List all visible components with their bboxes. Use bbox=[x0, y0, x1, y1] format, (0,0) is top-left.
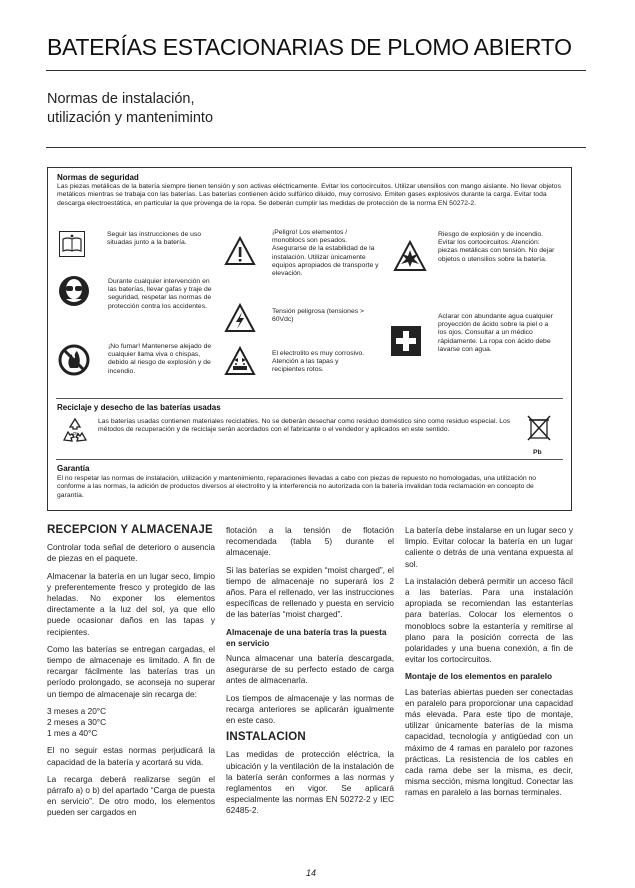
safety-item-no-fire-text: ¡No fumar! Mantenerse alejado de cualquier llama viva o chispas, debido al riesgo de explosión y de incendio. bbox=[108, 343, 212, 375]
column-1 bbox=[47, 525, 215, 825]
subtitle-divider bbox=[46, 147, 586, 148]
title-divider bbox=[46, 70, 586, 71]
first-aid-icon bbox=[391, 326, 421, 356]
recycle-icon bbox=[60, 416, 90, 444]
paragraph: Los tiempos de almacenaje y las normas de recarga anteriores se aplicarán igualmente en este caso. bbox=[226, 692, 394, 726]
page-number: 14 bbox=[306, 868, 317, 878]
paragraph: Nunca almacenar una batería descargada, asegurarse de su perfecto estado de carga antes de almacenarla. bbox=[226, 653, 394, 686]
storage-after-service-heading: Almacenaje de una batería tras la puesta en servicio bbox=[226, 626, 387, 648]
explosive-icon bbox=[393, 240, 427, 272]
safety-item-explosive-text: Riesgo de explosión y de incendio. Evitar los cortocircuitos. Atención: piezas metálicas con tensión. No dejar objetos o utensilios sobre la batería. bbox=[438, 231, 555, 263]
warranty-heading: Garantía bbox=[57, 464, 90, 473]
warranty-divider bbox=[56, 459, 563, 460]
recycling-heading: Reciclaje y desecho de las baterías usadas bbox=[57, 403, 221, 412]
parallel-assembly-heading: Montaje de los elementos en paralelo bbox=[405, 671, 553, 682]
paragraph: El no seguir estas normas perjudicará la capacidad de la batería y acortará su vida. bbox=[47, 745, 215, 767]
paragraph: Las medidas de protección eléctrica, la ubicación y la ventilación de la instalación de la batería serán conformes a las normas y reglamentos en vigor. Se aplicará especialmente las normas EN 50272-2 y IEC 62485-2. bbox=[226, 749, 394, 816]
safety-item-warning-text: ¡Peligro! Los elementos / monoblocs son pesados. Asegurarse de la estabilidad de la instalación. Utilizar únicamente equipos apropiados de transporte y elevación. bbox=[272, 229, 379, 278]
safety-intro: Las piezas metálicas de la batería siempre tienen tensión y son activas eléctricamente. Evitar los cortocircuitos. Utilizar utensilios con mango aislante. No llevar objetos metálicos mientras se trabaja con las baterías. Las baterías contienen ácido sulfúrico diluido, muy corrosivo. Emiten gases explosivos durante la carga. Evitar toda descarga electroestática, en particular la que provenga de la ropa. Se deberán cumplir las medidas de protección de la norma EN 50272-2. bbox=[57, 183, 561, 207]
warning-icon bbox=[224, 236, 256, 266]
paragraph: La batería debe instalarse en un lugar seco y limpio. Evitar colocar la batería en un lugar caliente o detrás de una ventana expuesta al sol. bbox=[405, 525, 573, 569]
list-item: 2 meses a 30°C bbox=[47, 717, 107, 728]
safety-item-high-voltage-text: Tensión peligrosa (tensiones > 60Vdc) bbox=[272, 308, 365, 324]
safety-item-goggles-text: Durante cualquier intervención en las baterías, llevar gafas y traje de seguridad, respetar las normas de protección contra los accidentes. bbox=[108, 278, 212, 310]
safety-heading: Normas de seguridad bbox=[57, 173, 139, 182]
crossed-bin-icon bbox=[526, 414, 552, 448]
paragraph: Almacenar la batería en un lugar seco, limpio y preferentemente fresco y protegido de las heladas. No exponer los elementos directamente a la luz del sol, ya que ello puede ocasionar daños en las tapas y recipientes. bbox=[47, 570, 215, 637]
column-3 bbox=[405, 525, 573, 805]
bin-label: Pb bbox=[533, 449, 542, 456]
paragraph: La instalación deberá permitir un acceso fácil a las baterías. Para una instalación apropiada se recomiendan las estanterías para baterías. Colocar los elementos o monoblocs sobre la estantería y remitirse al plano para la posición correcta de las polaridades y una buena conexión, a fin de evitar los cortocircuitos. bbox=[405, 575, 573, 665]
page-subtitle bbox=[47, 90, 213, 128]
safety-item-corrosive-text: El electrolito es muy corrosivo. Atención a las tapas y recipientes rotos. bbox=[272, 350, 365, 374]
subtitle-line-1: Normas de instalación, bbox=[47, 91, 195, 107]
column-2 bbox=[226, 525, 394, 823]
reception-heading: RECEPCION Y ALMACENAJE bbox=[47, 524, 213, 536]
paragraph: Como las baterías se entregan cargadas, el tiempo de almacenaje es limitado. A fin de recargar fácilmente las baterías tras un período prolongado, se aconseja no superar un tiempo de almacenaje sin recarga de: bbox=[47, 643, 215, 699]
subtitle-line-2: utilización y manteniminto bbox=[47, 110, 214, 126]
list-item: 1 mes a 40°C bbox=[47, 728, 98, 739]
paragraph: Si las baterías se expiden “moist charged”, el tiempo de almacenaje no superará los 2 años. Para el rellenado, ver las instrucciones específicas de rellenado y puesta en servicio de las baterías “moist charged”. bbox=[226, 564, 394, 620]
safety-item-first-aid-text: Aclarar con abundante agua cualquier proyección de ácido sobre la piel o a los ojos. Consultar a un médico rápidamente. La ropa con ácido debe lavarse con agua. bbox=[438, 313, 553, 353]
book-icon bbox=[59, 231, 85, 257]
goggles-icon bbox=[58, 275, 90, 307]
list-item: 3 meses a 20°C bbox=[47, 705, 107, 716]
high-voltage-icon bbox=[224, 303, 256, 333]
svg-text:Pb: Pb bbox=[73, 432, 80, 438]
corrosive-icon bbox=[224, 346, 256, 376]
recycling-divider bbox=[56, 398, 563, 399]
safety-item-book-text: Seguir las instrucciones de uso situadas junto a la batería. bbox=[107, 231, 202, 247]
paragraph: flotación a la tensión de flotación recomendada (tabla 5) durante el almacenaje. bbox=[226, 525, 394, 558]
safety-box bbox=[47, 167, 572, 511]
no-fire-icon bbox=[58, 344, 90, 376]
paragraph: Controlar toda señal de deterioro o ausencia de piezas en el paquete. bbox=[47, 542, 215, 564]
storage-list bbox=[47, 706, 215, 740]
paragraph: Las baterías abiertas pueden ser conectadas en paralelo para proporcionar una capacidad más elevada. Para este tipo de montaje, utilizar únicamente baterías de la misma capacidad, tecnología y antigüedad con un máximo de 4 ramas en paralelo por razones prácticas. La resistencia de los cables en cada rama debe ser la misma, es decir, misma sección, misma longitud. Conectar las ramas en paralelo a las bornas terminales. bbox=[405, 686, 573, 798]
paragraph: La recarga deberá realizarse según el párrafo a) o b) del apartado “Carga de puesta en servicio”. De otro modo, los elementos pueden ser cargados en bbox=[47, 773, 215, 818]
warranty-text: El no respetar las normas de instalación, utilización y mantenimiento, reparaciones llevadas a cabo con piezas de repuesto no homologadas, una utilización no conforme a las normas, la adición de productos diversos al electrolito y la interferencia no autorizada con la batería invalidan toda reclamación en concepto de garantía. bbox=[57, 475, 537, 499]
page-title: BATERÍAS ESTACIONARIAS DE PLOMO ABIERTO bbox=[47, 34, 572, 60]
recycling-text: Las baterías usadas contienen materiales reciclables. No se deberán desechar como residuo doméstico sino como residuo especial. Los métodos de recuperación y de reciclaje serán acordados con el fabricante o el vendedor y aplicados en este sentido. bbox=[98, 418, 511, 434]
installation-heading: INSTALACION bbox=[226, 731, 306, 744]
